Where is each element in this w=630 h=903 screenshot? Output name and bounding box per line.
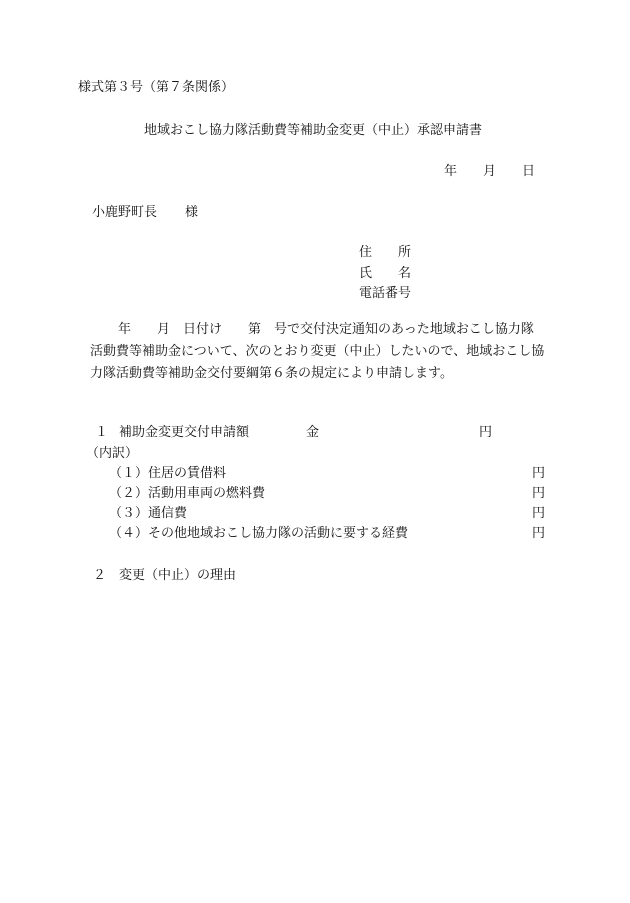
form-number: 様式第３号（第７条関係） bbox=[78, 80, 235, 95]
date-day: 日 bbox=[522, 164, 536, 179]
breakdown-item-4: （４）その他地域おこし協力隊の活動に要する経費 bbox=[109, 526, 409, 541]
section1-yen: 円 bbox=[479, 425, 493, 440]
body-line-2: 活動費等補助金について、次のとおり変更（中止）したいので、地域おこし協 bbox=[90, 344, 545, 359]
breakdown-label: （内訳） bbox=[86, 446, 139, 461]
breakdown-item-1: （１）住居の賃借料 bbox=[109, 466, 227, 481]
breakdown-item-4-yen: 円 bbox=[532, 526, 546, 541]
section2-label: 変更（中止）の理由 bbox=[119, 568, 237, 583]
applicant-phone-label: 電話番号 bbox=[359, 286, 412, 301]
body-line-1: 年 月 日付け 第 号で交付決定通知のあった地域おこし協力隊 bbox=[118, 322, 534, 337]
section1-label: 補助金変更交付申請額 bbox=[119, 425, 250, 440]
breakdown-item-3-yen: 円 bbox=[532, 506, 546, 521]
addressee bbox=[92, 205, 198, 221]
body-line-3: 力隊活動費等補助金交付要綱第６条の規定により申請します。 bbox=[90, 366, 453, 381]
applicant-address-label: 住 所 bbox=[359, 245, 412, 260]
addressee-honorific: 様 bbox=[185, 205, 199, 220]
addressee-name: 小鹿野町長 bbox=[92, 205, 158, 220]
section2-number: ２ bbox=[93, 568, 107, 583]
section1-number: １ bbox=[95, 425, 109, 440]
date-year: 年 bbox=[444, 164, 458, 179]
date-month: 月 bbox=[483, 164, 497, 179]
breakdown-item-1-yen: 円 bbox=[532, 466, 546, 481]
applicant-name-label: 氏 名 bbox=[359, 266, 412, 281]
breakdown-item-3: （３）通信費 bbox=[109, 506, 188, 521]
breakdown-item-2-yen: 円 bbox=[532, 486, 546, 501]
breakdown-item-2: （２）活動用車両の燃料費 bbox=[109, 486, 266, 501]
date-line bbox=[444, 164, 535, 180]
document-title: 地域おこし協力隊活動費等補助金変更（中止）承認申請書 bbox=[144, 123, 483, 138]
section1-kin: 金 bbox=[306, 425, 320, 440]
